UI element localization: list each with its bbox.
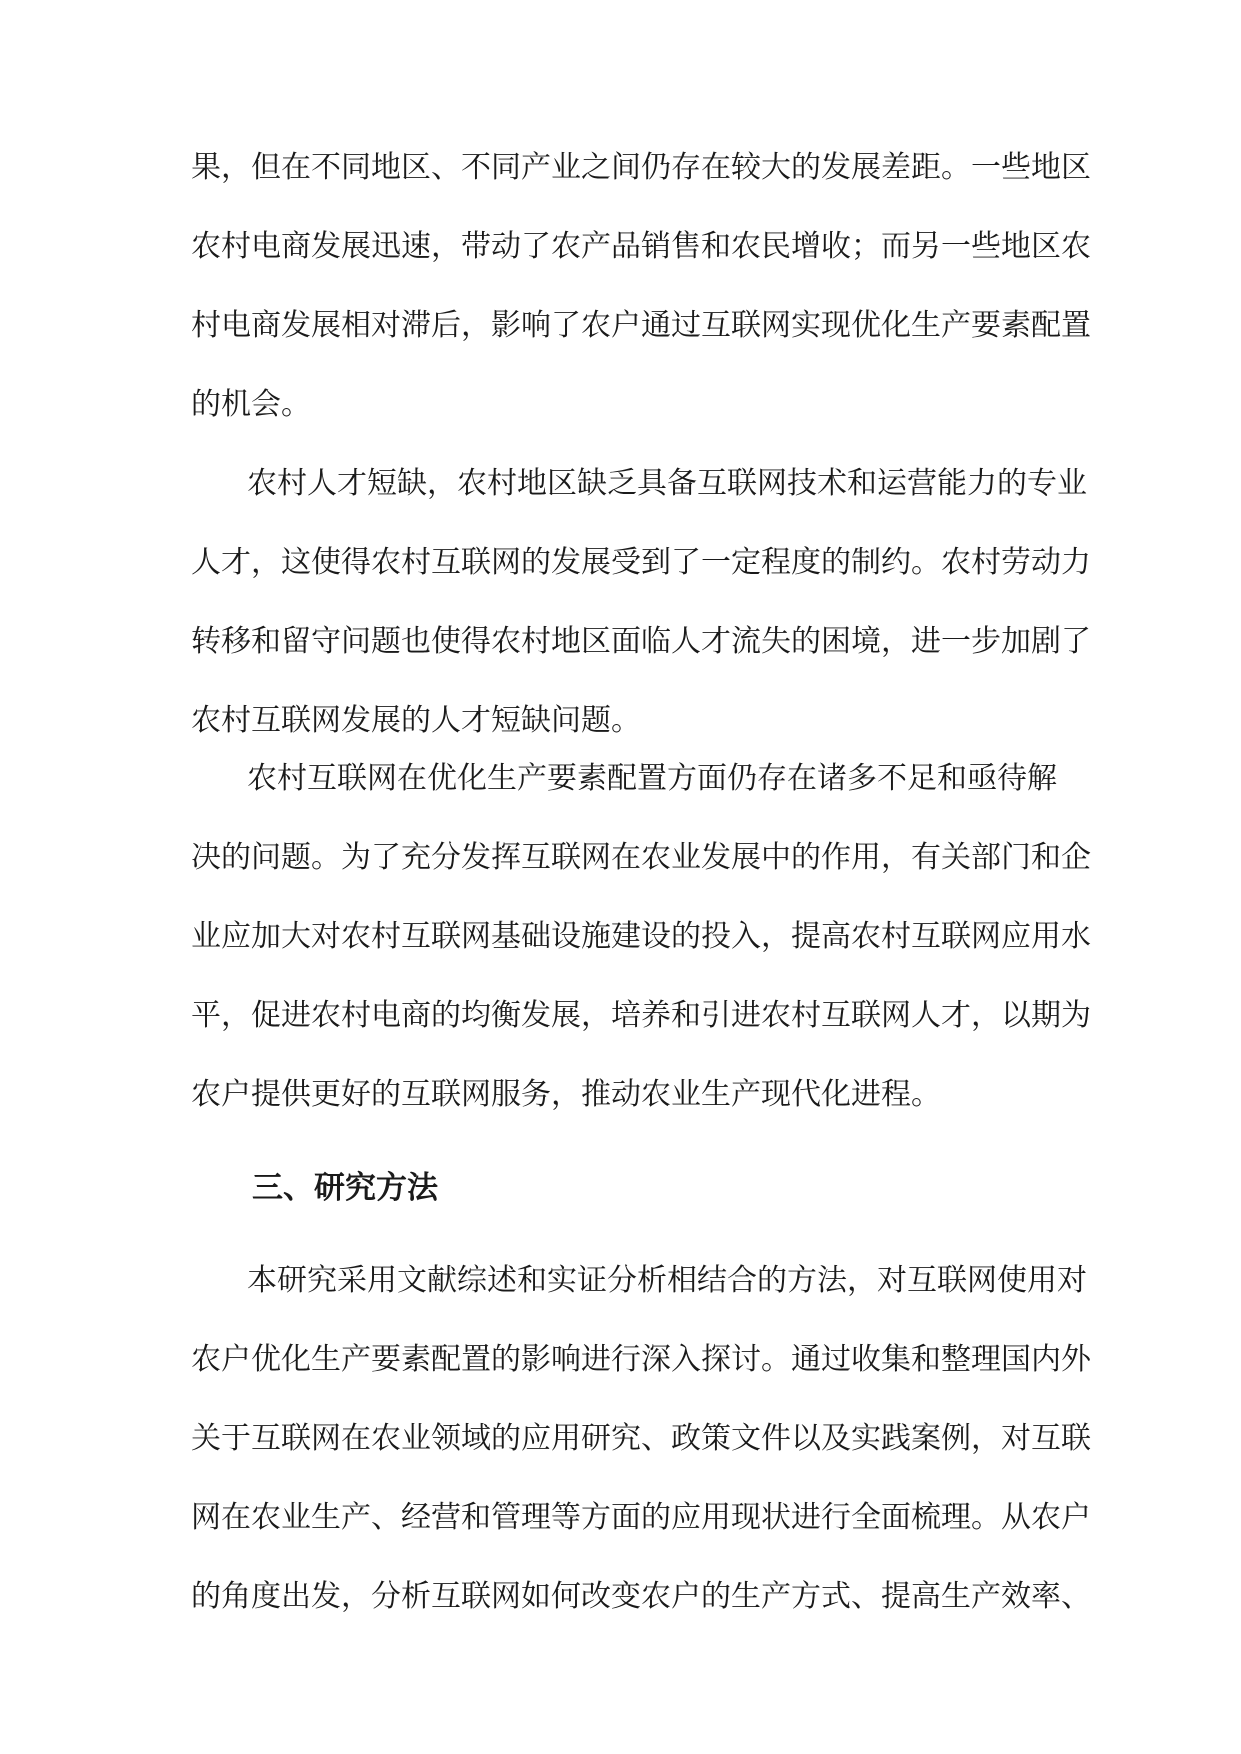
paragraph-3-line-4: 平，促进农村电商的均衡发展，培养和引进农村互联网人才，以期为 bbox=[191, 998, 1091, 1033]
paragraph-3-line-3: 业应加大对农村互联网基础设施建设的投入，提高农村互联网应用水 bbox=[191, 919, 1091, 954]
paragraph-3-line-5: 农户提供更好的互联网服务，推动农业生产现代化进程。 bbox=[191, 1077, 941, 1112]
paragraph-2-line-3: 转移和留守问题也使得农村地区面临人才流失的困境，进一步加剧了 bbox=[191, 624, 1091, 659]
paragraph-3-line-1: 农村互联网在优化生产要素配置方面仍存在诸多不足和亟待解 bbox=[247, 761, 1057, 796]
paragraph-2-line-2: 人才，这使得农村互联网的发展受到了一定程度的制约。农村劳动力 bbox=[191, 545, 1091, 580]
paragraph-1-line-3: 村电商发展相对滞后，影响了农户通过互联网实现优化生产要素配置 bbox=[191, 308, 1091, 343]
section-paragraph-line-5: 的角度出发，分析互联网如何改变农户的生产方式、提高生产效率、 bbox=[191, 1579, 1091, 1614]
section-heading: 三、研究方法 bbox=[252, 1170, 438, 1206]
section-paragraph-line-4: 网在农业生产、经营和管理等方面的应用现状进行全面梳理。从农户 bbox=[191, 1500, 1091, 1535]
paragraph-1-line-2: 农村电商发展迅速，带动了农产品销售和农民增收；而另一些地区农 bbox=[191, 229, 1091, 264]
paragraph-2-line-4: 农村互联网发展的人才短缺问题。 bbox=[191, 703, 641, 738]
paragraph-1-line-1: 果，但在不同地区、不同产业之间仍存在较大的发展差距。一些地区 bbox=[191, 150, 1091, 185]
paragraph-3-line-2: 决的问题。为了充分发挥互联网在农业发展中的作用，有关部门和企 bbox=[191, 840, 1091, 875]
section-paragraph-line-2: 农户优化生产要素配置的影响进行深入探讨。通过收集和整理国内外 bbox=[191, 1342, 1091, 1377]
section-paragraph-line-1: 本研究采用文献综述和实证分析相结合的方法，对互联网使用对 bbox=[247, 1263, 1087, 1298]
section-paragraph-line-3: 关于互联网在农业领域的应用研究、政策文件以及实践案例，对互联 bbox=[191, 1421, 1091, 1456]
paragraph-2-line-1: 农村人才短缺，农村地区缺乏具备互联网技术和运营能力的专业 bbox=[247, 466, 1087, 501]
paragraph-1-line-4: 的机会。 bbox=[191, 387, 311, 422]
